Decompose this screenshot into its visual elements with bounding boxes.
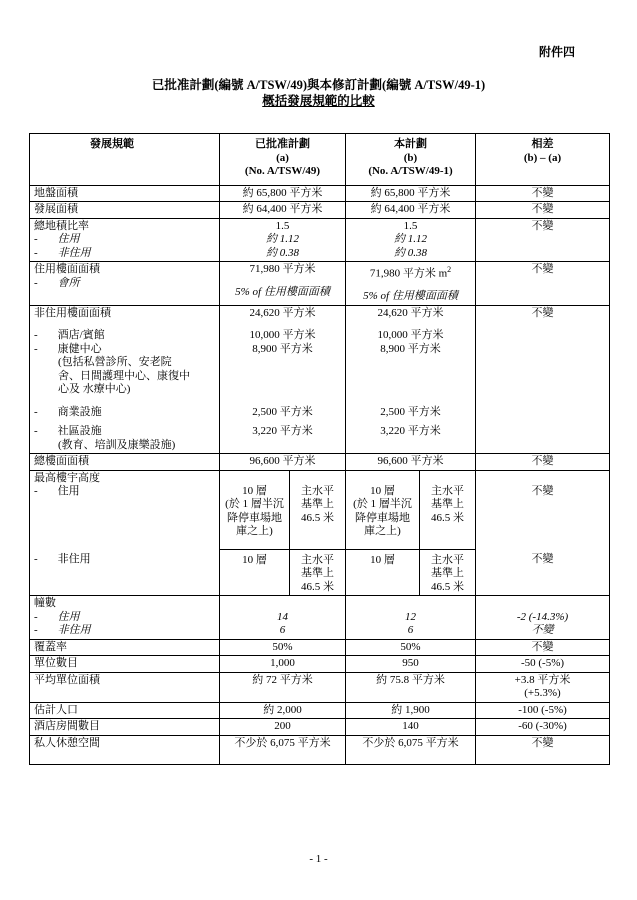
value-a: 不少於 6,075 平方米	[220, 735, 346, 765]
value-a: 1.5 約 1.12 約 0.38	[220, 218, 346, 262]
value-diff: 不變	[476, 305, 610, 454]
header-current: 本計劃 (b) (No. A/TSW/49-1)	[346, 134, 476, 186]
value-diff: -60 (-30%)	[476, 719, 610, 736]
row-plot-ratio	[30, 218, 610, 262]
value-b: 24,620 平方米 10,000 平方米 8,900 平方米 2,500 平方米 3,220 平方米	[346, 305, 476, 454]
value-b: 71,980 平方米 $m^2$ 5% of 住用樓面面積	[346, 262, 476, 306]
value-a: 200	[220, 719, 346, 736]
value-a: 約 2,000	[220, 702, 346, 719]
label: 發展面積	[30, 202, 220, 219]
row-site-coverage	[30, 639, 610, 656]
value-b: 96,600 平方米	[346, 454, 476, 471]
row-population	[30, 702, 610, 719]
label: 地盤面積	[30, 185, 220, 202]
row-blocks	[30, 596, 610, 640]
value-diff: 不變	[476, 262, 610, 306]
label: - 非住用	[30, 549, 220, 596]
value-b: 約 65,800 平方米	[346, 185, 476, 202]
value-a-storeys: 10 層 (於 1 層半沉 降停車場地 庫之上)	[220, 470, 290, 549]
row-max-height-non-residential	[30, 549, 610, 596]
label: 酒店房間數目	[30, 719, 220, 736]
value-diff: 不變	[476, 454, 610, 471]
value-a: 71,980 平方米 5% of 住用樓面面積	[220, 262, 346, 306]
value-diff: 不變	[476, 470, 610, 549]
row-site-area	[30, 185, 610, 202]
row-hotel-rooms	[30, 719, 610, 736]
header-parameters: 發展規範	[30, 134, 220, 186]
row-private-open-space	[30, 735, 610, 765]
value-b: 950	[346, 656, 476, 673]
label: 住用樓面面積 - 會所	[30, 262, 220, 306]
row-average-unit-size	[30, 672, 610, 702]
row-development-area	[30, 202, 610, 219]
value-b-mpd: 主水平 基準上 46.5 米	[420, 470, 476, 549]
row-domestic-gfa	[30, 262, 610, 306]
value-diff: 不變	[476, 735, 610, 765]
value-a: 14 6	[220, 596, 346, 640]
annex-label: 附件四	[538, 45, 575, 59]
value-diff: -50 (-5%)	[476, 656, 610, 673]
title-line-2: 概括發展規範的比較	[262, 94, 375, 108]
value-b-storeys: 10 層	[346, 549, 420, 596]
value-diff: 不變	[476, 218, 610, 262]
value-a: 24,620 平方米 10,000 平方米 8,900 平方米 2,500 平方米 3,220 平方米	[220, 305, 346, 454]
label: 估計人口	[30, 702, 220, 719]
label: 幢數 - 住用 - 非住用	[30, 596, 220, 640]
value-b: 約 64,400 平方米	[346, 202, 476, 219]
row-non-domestic-gfa	[30, 305, 610, 454]
label: 總樓面面積	[30, 454, 220, 471]
value-diff: -100 (-5%)	[476, 702, 610, 719]
value-b: 12 6	[346, 596, 476, 640]
value-diff: 不變	[476, 639, 610, 656]
value-diff: +3.8 平方米 (+5.3%)	[476, 672, 610, 702]
label: 單位數目	[30, 656, 220, 673]
row-total-gfa	[30, 454, 610, 471]
value-diff: 不變	[476, 549, 610, 596]
row-units	[30, 656, 610, 673]
label: 最高樓宇高度 - 住用	[30, 470, 220, 549]
title-line-1: 已批准計劃(編號 A/TSW/49)與本修訂計劃(編號 A/TSW/49-1)	[151, 78, 486, 92]
value-diff: 不變	[476, 185, 610, 202]
value-a: 1,000	[220, 656, 346, 673]
value-b: 50%	[346, 639, 476, 656]
value-b: 約 75.8 平方米	[346, 672, 476, 702]
value-a-mpd: 主水平 基準上 46.5 米	[290, 549, 346, 596]
page-number: - 1 -	[309, 853, 328, 865]
value-a: 50%	[220, 639, 346, 656]
value-a-storeys: 10 層	[220, 549, 290, 596]
value-diff: 不變	[476, 202, 610, 219]
value-a: 約 65,800 平方米	[220, 185, 346, 202]
document-title	[0, 77, 637, 109]
label: 總地積比率 - 住用 - 非住用	[30, 218, 220, 262]
value-b-storeys: 10 層 (於 1 層半沉 降停車場地 庫之上)	[346, 470, 420, 549]
value-diff: -2 (-14.3%) 不變	[476, 596, 610, 640]
value-a-mpd: 主水平 基準上 46.5 米	[290, 470, 346, 549]
value-b-mpd: 主水平 基準上 46.5 米	[420, 549, 476, 596]
comparison-table	[29, 133, 610, 765]
header-row	[30, 134, 610, 186]
label: 非住用樓面面積 - 酒店/賓館 - 康健中心 (包括私營診所、安老院 舍、日間護理中心、康復中 心及 水療中心) - 商業設施 - 社區設施 (教育、培訓及康樂設施)	[30, 305, 220, 454]
label: 覆蓋率	[30, 639, 220, 656]
value-a: 96,600 平方米	[220, 454, 346, 471]
header-approved: 已批准計劃 (a) (No. A/TSW/49)	[220, 134, 346, 186]
header-difference: 相差 (b) – (a)	[476, 134, 610, 186]
value-b: 約 1,900	[346, 702, 476, 719]
label: 平均單位面積	[30, 672, 220, 702]
row-max-height-residential	[30, 470, 610, 549]
value-b: 1.5 約 1.12 約 0.38	[346, 218, 476, 262]
value-b: 140	[346, 719, 476, 736]
label: 私人休憩空間	[30, 735, 220, 765]
value-a: 約 64,400 平方米	[220, 202, 346, 219]
value-a: 約 72 平方米	[220, 672, 346, 702]
value-b: 不少於 6,075 平方米	[346, 735, 476, 765]
